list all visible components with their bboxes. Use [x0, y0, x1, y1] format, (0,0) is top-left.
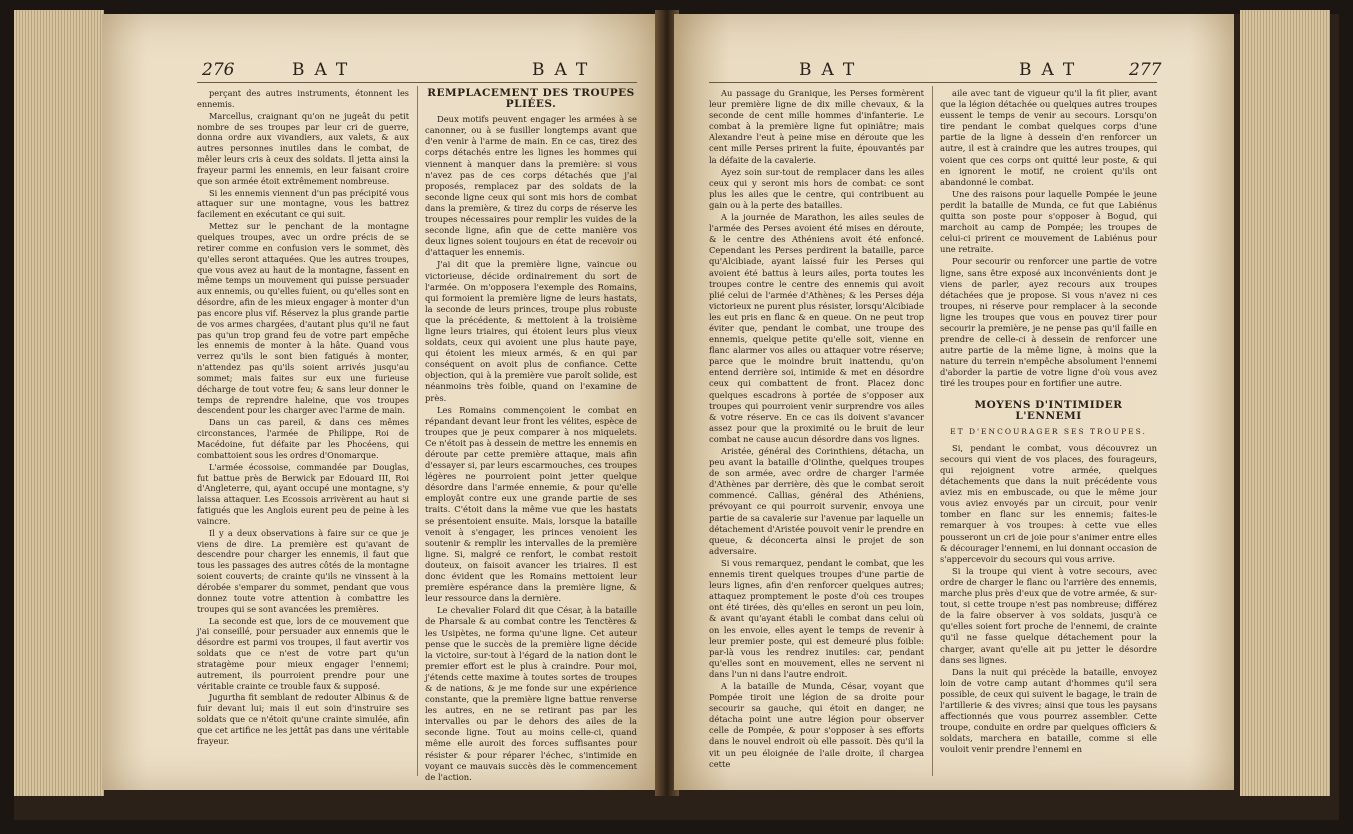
paragraph: Marcellus, craignant qu'on ne jugeât du petit nombre de ses troupes par leur cri de guerre, donna ordre aux vivandiers, aux valets, & aux autres personnes inutiles dans le combat, de mêler leurs cris à ceux des soldats. Il jetta ainsi la frayeur parmi les ennemis, en leur faisant croire que son armée étoit extrêmement nombreuse.: [197, 110, 409, 186]
left-column-2-body: [425, 114, 637, 783]
paragraph: Il y a deux observations à faire sur ce que je viens de dire. La première est qu'avant de descendre pour charger les ennemis, il faut que tous les passages des autres côtés de la montagne soient couverts; de crainte qu'ils ne vinssent à la dérobée s'emparer du sommet, pendant que vous donnez toute votre attention à combattre les troupes qui se sont avancées les premières.: [197, 527, 409, 614]
paragraph: Mettez sur le penchant de la montagne quelques troupes, avec un ordre précis de se retirer comme en confusion vers le sommet, dès qu'elles seront attaquées. Que les autres troupes, que vous avez au haut de la montagne, fassent en même temps un mouvement qui puisse persuader aux ennemis, ou qu'elles fuient, ou qu'elles sont en désordre, afin de les mieux engager à monter d'un pas encore plus vif. Réservez la plus grande partie de vos armes chargées, d'autant plus qu'il ne faut pas qu'un trop grand feu de votre part empêche les ennemis de monter à la hâte. Quand vous verrez qu'ils le sont bien fatigués à monter, n'attendez pas qu'ils soient arrivés jusqu'au sommet; mais faites sur eux une furieuse décharge de tout votre feu; & sans leur donner le temps de reprendre haleine, que vos troupes descendent pour les charger avec l'arme de main.: [197, 221, 409, 416]
right-column-2-bottom: [940, 443, 1157, 756]
running-head-left: BAT: [292, 60, 358, 80]
left-column-1: [197, 88, 409, 748]
paragraph: Le chevalier Folard dit que César, à la bataille de Pharsale & au combat contre les Tenctères & les Usipètes, ne forma qu'une ligne. Cet auteur pense que le succès de la première ligne décide la victoire, sur-tout à l'égard de la nation dont le premier effort est le plus à craindre. Pour moi, j'étends cette maxime à toutes sortes de troupes & de nations, & je me fonde sur une expérience constante, que la première ligne battue renverse les autres, en ne se retirant pas par les intervalles ou par le dehors des ailes de la seconde ligne. Tout au moins celle-ci, quand même elle auroit des forces suffisantes pour résister & pour réparer l'échec, s'intimide en voyant ce mauvais succès dès le commencement de l'action.: [425, 605, 637, 782]
section-title: REMPLACEMENT DES TROUPES PLIÉES.: [427, 87, 635, 111]
paragraph: Dans un cas pareil, & dans ces mêmes circonstances, l'armée de Philippe, Roi de Macédoine, fut défaite par les Phocéens, qui combattoient sous les ordres d'Onomarque.: [197, 417, 409, 460]
right-column-2: [940, 88, 1157, 756]
paragraph: A la bataille de Munda, César, voyant que Pompée tiroit une légion de sa droite pour secourir sa gauche, qui étoit en danger, ne détacha point une autre légion pour observer celle de Pompée, & pour s'opposer à ses efforts dans le nouvel endroit où elle passoit. Dès qu'il la vit un peu éloignée de l'aile droite, il chargea cette: [709, 680, 924, 769]
paragraph: Une des raisons pour laquelle Pompée le jeune perdit la bataille de Munda, ce fut que Labiénus quitta son poste pour s'opposer à Bogud, qui marchoit au camp de Pompée; les troupes de celui-ci prirent ce mouvement de Labiénus pour une retraite.: [940, 188, 1157, 255]
paragraph: A la journée de Marathon, les ailes seules de l'armée des Perses avoient été mises en déroute, & le centre des Athéniens avoit été enfoncé. Cependant les Perses perdirent la bataille, parce qu'Alcibiade, ayant laissé fuir les Perses qui avoient été battus à leurs ailes, porta toutes les troupes contre le centre des ennemis qui avoit plié celui de l'armée d'Athènes; & les Perses déja victorieux ne purent plus résister, lorsqu'Alcibiade les eut pris en flanc & en queue. On ne peut trop éviter que, pendant le combat, une troupe des ennemis, quelque petite qu'elle soit, vienne en flanc alarmer vos ailes ou attaquer votre réserve; parce que le moindre bruit inattendu, qu'on entend derrière soi, intimide & met en désordre ceux qui combattent de front. Placez donc quelques escadrons à portée de s'opposer aux troupes qui pourroient venir surprendre vos ailes & votre réserve. En ce cas ils doivent s'avancer assez pour que la proximité ou le bruit de leur combat ne cause aucun désordre dans vos lignes.: [709, 212, 924, 444]
paragraph: La seconde est que, lors de ce mouvement que j'ai conseillé, pour persuader aux ennemis que le désordre est parmi vos troupes, il faut avertir vos soldats que ce n'est de votre part qu'un stratagème pour mieux engager l'ennemi; autrement, ils pourroient prendre pour une véritable crainte ce trouble faux & supposé.: [197, 615, 409, 691]
right-column-1: [709, 88, 924, 771]
right-column-2-top: [940, 88, 1157, 390]
paragraph: Si la troupe qui vient à votre secours, avec ordre de charger le flanc ou l'arrière des ennemis, marche plus près d'eux que de votre armée, & sur-tout, si cette troupe n'est pas nombreuse; différez de la faire observer à vos soldats, jusqu'à ce qu'elles soient fort proche de l'ennemi, de crainte qu'il ne fasse quelque détachement pour la charger, avant qu'elle ait pu jetter le désordre dans ses lignes.: [940, 565, 1157, 665]
page-number: 277: [1129, 60, 1162, 80]
paragraph: perçant des autres instruments, étonnent les ennemis.: [197, 88, 409, 109]
paragraph: Si, pendant le combat, vous découvrez un secours qui vient de vos places, des fourageurs, qui rejoignent votre armée, quelques détachements que dans la nuit précédente vous aviez mis en embuscade, ou que le même jour vous aviez envoyés par un circuit, pour venir tomber en flanc sur les ennemis; faites-le remarquer à vos troupes: à cette vue elles pousseront un cri de joie pour s'animer entre elles & décourager l'ennemi, en lui donnant occasion de s'appercevoir du secours qui vous arrive.: [940, 442, 1158, 564]
left-page-edges: [14, 10, 104, 796]
paragraph: aile avec tant de vigueur qu'il la fit plier, avant que la légion détachée ou quelques autres troupes eussent le temps de venir au secours. Lorsqu'on tire pendant le combat quelques corps d'une partie de la ligne à dessein d'en renforcer un autre, il est à craindre que les autres troupes, qui voient que ces corps ont quitté leur poste, & qui en ignorent le motif, ne croient qu'ils ont abandonné le combat.: [940, 88, 1157, 187]
paragraph: Si vous remarquez, pendant le combat, que les ennemis tirent quelques troupes d'une partie de leurs lignes, afin d'en renforcer quelques autres; attaquez promptement le poste d'où ces troupes ont été tirées, dès qu'elles en seront un peu loin, & avant qu'ayant établi le combat dans celui où on les envoie, elles ayent le temps de revenir à leur premier poste, qui est demeuré plus foible: par-là vous les rendrez inutiles: car, pendant qu'elles sont en mouvement, elles ne servent ni dans l'un ni dans l'autre endroit.: [709, 557, 924, 679]
running-head-right: BAT: [532, 60, 598, 80]
paragraph: Jugurtha fit semblant de redouter Albinus & de fuir devant lui; mais il eut soin d'instruire ses soldats que ce n'étoit qu'une crainte simulée, afin que cet artifice ne les jettât pas dans une véritable frayeur.: [197, 692, 409, 746]
paragraph: J'ai dit que la première ligne, vaincue ou victorieuse, décide ordinairement du sort de l'armée. On m'opposera l'exemple des Romains, qui formoient la première ligne de leurs hastats, la seconde de leurs princes, troupe plus robuste que la précédente, & mettoient à la troisième ligne leurs triaires, qui étoient leurs plus vieux soldats, ceux qui avoient une plus haute paye, qui étoient les mieux armés, & en qui par conséquent on avoit plus de confiance. Cette objection, qui à la première vue paroît solide, est néanmoins très foible, quand on l'examine de près.: [425, 259, 637, 403]
section-subtitle: ET D'ENCOURAGER SES TROUPES.: [950, 426, 1147, 436]
paragraph: L'armée écossoise, commandée par Douglas, fut battue près de Berwick par Edouard III, Roi d'Angleterre, qui, ayant occupé une montagne, s'y laissa attaquer. Les Ecossois arrivèrent au haut si fatigués que les Anglois eurent peu de peine à les vaincre.: [197, 461, 409, 526]
page-number: 276: [202, 60, 235, 80]
paragraph: Deux motifs peuvent engager les armées à se canonner, ou à se fusiller longtemps avant que d'en venir à l'arme de main. En ce cas, tirez des corps détachés entre les lignes les hommes qui viennent à manquer dans la première: si vous n'avez pas de ces corps détachés que j'ai proposés, remplacez par des soldats de la seconde ligne ceux qui sont mis hors de combat dans la première, & tirez du corps de réserve les troupes nécessaires pour remplir les vuides de la seconde ligne, afin que de cette manière vos deux lignes soient toujours en état de recevoir ou d'attaquer les ennemis.: [425, 114, 637, 258]
column-divider: [932, 86, 933, 776]
right-page: [674, 14, 1234, 790]
paragraph: Pour secourir ou renforcer une partie de votre ligne, sans être exposé aux inconvénients dont je viens de parler, ayez recours aux troupes détachées que je propose. Si vous n'avez ni ces troupes, ni réserve pour remplacer à la seconde ligne les troupes que vous en pouvez tirer pour secourir la première, je ne pense pas qu'il faille en prendre de celle-ci à dessein de renforcer une autre partie de la même ligne, à moins que la nature du terrein n'empêche absolument l'ennemi d'aborder la partie de votre ligne d'où vous avez tiré les troupes pour en fortifier une autre.: [940, 256, 1157, 389]
paragraph: Ayez soin sur-tout de remplacer dans les ailes ceux qui y seront mis hors de combat: ce sont plus les ailes que le centre, qui contribuent au gain ou à la perte des batailles.: [709, 166, 924, 210]
left-page: [102, 14, 660, 790]
section-title: MOYENS D'INTIMIDER L'ENNEMI: [974, 398, 1123, 422]
paragraph: Les Romains commençoient le combat en répandant devant leur front les vélites, espèce de troupes que je peux comparer à nos miquelets. Ce n'étoit pas à dessein de mettre les ennemis en déroute par cette première attaque, mais afin d'essayer si, par leurs escarmouches, ces troupes légères ne pourroient point jetter quelque désordre dans l'armée ennemie, & pour qu'elle employât contre eux une grande partie de ses traits. C'étoit dans la même vue que les hastats se présentoient ensuite. Mais, lorsque la bataille venoit à s'engager, les princes venoient les soutenir & remplir les intervalles de la première ligne. Si, malgré ce renfort, le combat restoit douteux, on faisoit avancer les triaires. Il est donc évident que les Romains mettoient leur première espérance dans la première ligne, & leur ressource dans la dernière.: [425, 404, 637, 604]
header-rule: [709, 82, 1157, 83]
column-divider: [417, 86, 418, 776]
left-column-2: [425, 88, 637, 784]
running-head-left: BAT: [799, 60, 865, 80]
paragraph: Si les ennemis viennent d'un pas précipité vous attaquer sur une montagne, vous les battrez facilement en exécutant ce qui suit.: [197, 187, 409, 220]
running-head-right: BAT: [1019, 60, 1085, 80]
right-page-edges: [1240, 10, 1330, 796]
paragraph: Au passage du Granique, les Perses formèrent leur première ligne de dix mille chevaux, & la seconde de cent mille hommes d'infanterie. Le combat à la première ligne fut opiniâtre; mais Alexandre l'eut à peine mise en déroute que les cent mille Perses prirent la fuite, épouvantés par la défaite de la cavalerie.: [709, 88, 924, 165]
header-rule: [197, 82, 637, 83]
paragraph: Dans la nuit qui précède la bataille, envoyez loin de votre camp autant d'hommes qu'il sera possible, de ceux qui suivent le bagage, le train de l'artillerie & des vivres; ainsi que tous les paysans affectionnés que vous pourrez assembler. Cette troupe, conduite en ordre par quelques officiers & soldats, marchera en bataille, comme si elle vouloit venir prendre l'ennemi en: [940, 666, 1157, 755]
paragraph: Aristée, général des Corinthiens, détacha, un peu avant la bataille d'Olinthe, quelques troupes de son armée, avec ordre de charger l'armée d'Athènes par derrière, dès que le combat seroit commencé. Callias, général des Athéniens, prévoyant ce qui pourroit survenir, envoya une partie de sa cavalerie sur l'avenue par laquelle un détachement d'Aristée pouvoit venir le prendre en queue, & déconcerta ainsi le projet de son adversaire.: [709, 446, 924, 556]
